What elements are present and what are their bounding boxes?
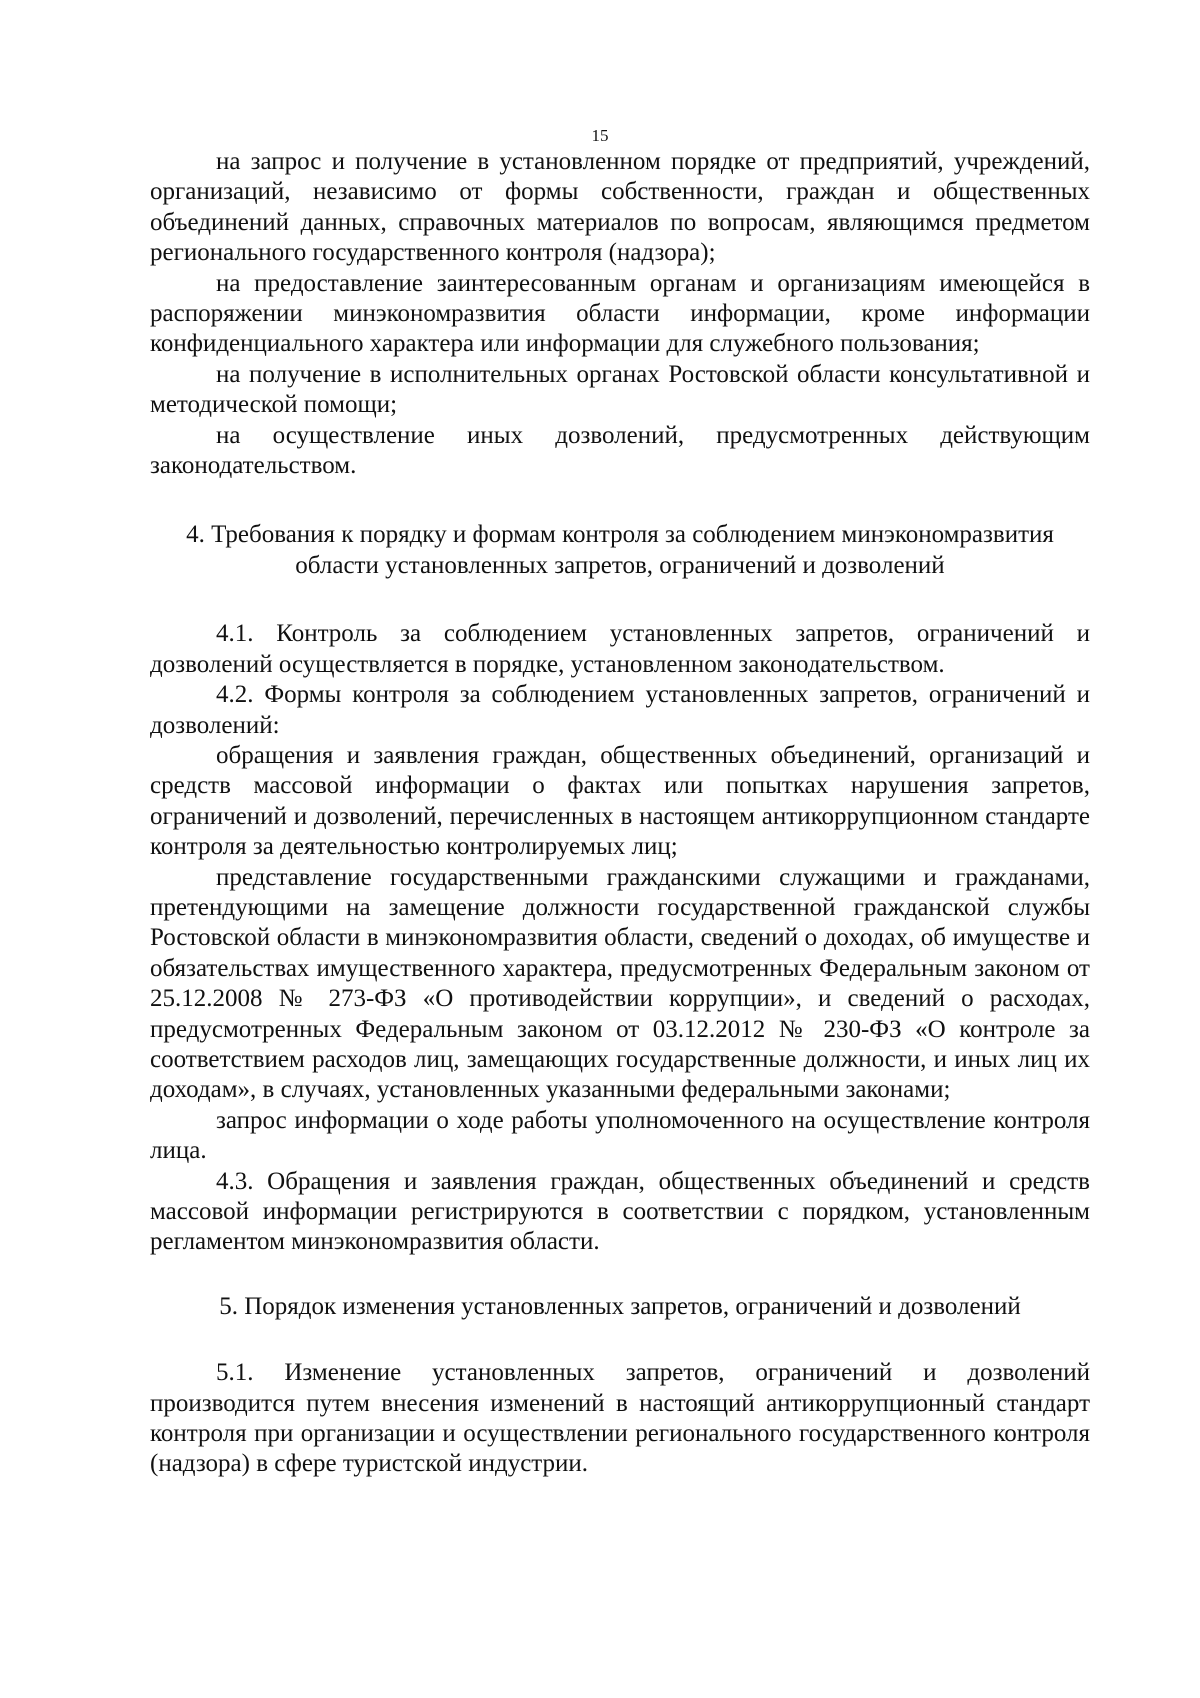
section-4-heading: 4. Требования к порядку и формам контроля за соблюдением минэкономразвития области установленных запретов, ограничений и дозволений xyxy=(186,521,1054,579)
paragraph-other-permissions: на осуществление иных дозволений, предусмотренных действующим законодательством. xyxy=(150,421,1090,480)
paragraph-4-1: 4.1. Контроль за соблюдением установленных запретов, ограничений и дозволений осуществляется в порядке, установленном законодательством. xyxy=(150,620,1090,678)
paragraph-income-declarations: представление государственными гражданскими служащими и гражданами, претендующими на замещение должности государственной гражданской службы Ростовской области в минэкономразвития области, сведений о доходах, об имуществе и обязательствах имущественного характера, предусмотренных Федеральным законом от 25.12.2008 № 273-ФЗ «О противодействии коррупции», и сведений о расходах, предусмотренных Федеральным законом от 03.12.2012 № 230-ФЗ «О контроле за соответствием расходов лиц, замещающих государственные должности, и иных лиц их доходам», в случаях, установленных указанными федеральными законами; xyxy=(150,863,1090,1104)
paragraph-4-2: 4.2. Формы контроля за соблюдением установленных запретов, ограничений и дозволений: xyxy=(150,681,1090,739)
section-5-heading: 5. Порядок изменения установленных запретов, ограничений и дозволений xyxy=(219,1292,1021,1320)
paragraph-provide-information: на предоставление заинтересованным органам и организациям имеющейся в распоряжении минэкономразвития области информации, кроме информации конфиденциального характера или информации для служебного пользования; xyxy=(150,269,1090,358)
paragraph-4-3: 4.3. Обращения и заявления граждан, общественных объединений и средств массовой информации регистрируются в соответствии с порядком, установленным регламентом минэкономразвития области. xyxy=(150,1167,1090,1256)
paragraph-consultative-help: на получение в исполнительных органах Ростовской области консультативной и методической помощи; xyxy=(150,360,1090,419)
paragraph-information-request: запрос информации о ходе работы уполномоченного на осуществление контроля лица. xyxy=(150,1106,1090,1165)
paragraph-request-data: на запрос и получение в установленном порядке от предприятий, учреждений, организаций, независимо от формы собственности, граждан и общественных объединений данных, справочных материалов по вопросам, являющимся предметом регионального государственного контроля (надзора); xyxy=(150,148,1090,267)
page-number: 15 xyxy=(591,126,609,145)
paragraph-appeals: обращения и заявления граждан, общественных объединений, организаций и средств массовой информации о фактах или попытках нарушения запретов, ограничений и дозволений, перечисленных в настоящем антикоррупционном стандарте контроля за деятельностью контролируемых лиц; xyxy=(150,741,1090,861)
document-body xyxy=(150,147,1090,1480)
paragraph-5-1: 5.1. Изменение установленных запретов, ограничений и дозволений производится путем внесения изменений в настоящий антикоррупционный стандарт контроля при организации и осуществлении регионального государственного контроля (надзора) в сфере туристской индустрии. xyxy=(150,1359,1090,1478)
